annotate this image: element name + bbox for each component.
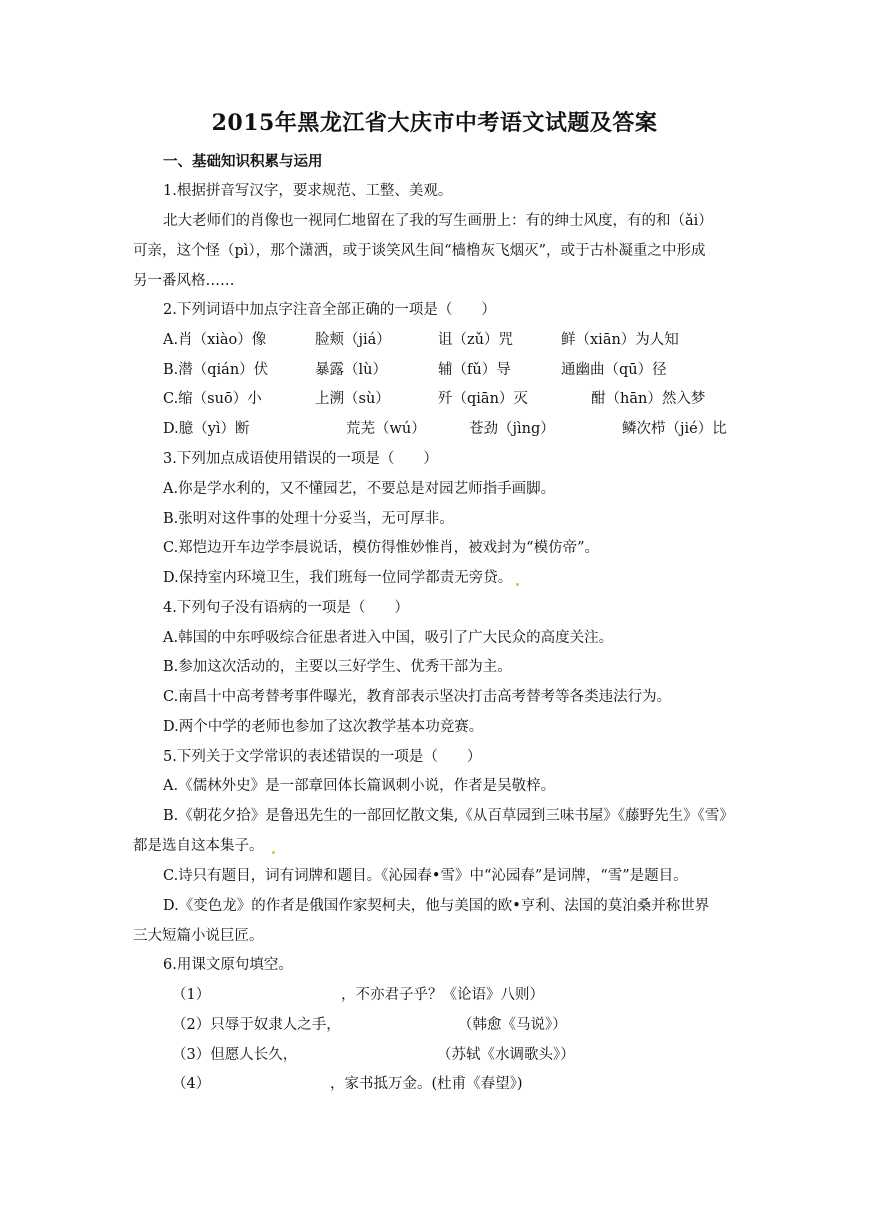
q2-option-a-4: 鲜（xiān）为人知	[561, 332, 679, 348]
q2-option-c-2: 上溯（sù）	[315, 391, 390, 407]
q2-option-c-1: C.缩（suō）小	[163, 391, 262, 407]
q6-item-2-text: （韩愈《马说》）	[458, 1017, 567, 1033]
q1-paragraph-line-2: 可亲，这个怪（pì），那个潇洒，或于谈笑风生间“樯橹灰飞烟灭”，或于古朴凝重之中形成	[133, 243, 706, 259]
q5-option-a: A.《儒林外史》是一部章回体长篇讽刺小说，作者是吴敬梓。	[163, 778, 556, 794]
q2-option-b-1: B.潜（qián）伏	[163, 362, 269, 378]
q3-option-c: C.郑恺边开车边学李晨说话，模仿得惟妙惟肖，被戏封为“模仿帝”。	[163, 540, 600, 556]
q2-option-a-1: A.肖（xiào）像	[163, 332, 267, 348]
q2-option-d-1: D.臆（yì）断	[163, 421, 250, 437]
q2-stem: 2.下列词语中加点字注音全部正确的一项是（ ）	[163, 302, 496, 318]
q2-option-b-2: 暴露（lù）	[315, 362, 387, 378]
q5-option-d-line-1: D.《变色龙》的作者是俄国作家契柯夫，他与美国的欧•亨利、法国的莫泊桑并称世界	[163, 898, 710, 914]
q2-option-b-4: 通幽曲（qū）径	[561, 362, 667, 378]
document-title: 2015年黑龙江省大庆市中考语文试题及答案	[211, 110, 658, 136]
q6-item-2-number: （2）只辱于奴隶人之手，	[172, 1017, 341, 1033]
q5-option-c: C.诗只有题目，词有词牌和题目。《沁园春•雪》中“沁园春”是词牌，“雪”是题目。	[163, 868, 688, 884]
q6-item-3-text: （苏轼《水调歌头》）	[437, 1047, 575, 1063]
q2-option-a-3: 诅（zǔ）咒	[438, 332, 513, 348]
q6-item-1-text: ，不亦君子乎？《论语》八则）	[341, 987, 544, 1003]
q2-option-c-4: 酣（hān）然入梦	[591, 391, 706, 407]
q6-item-1-number: （1）	[172, 987, 211, 1003]
q2-option-a-2: 脸颊（jiá）	[315, 332, 391, 348]
q1-stem: 1.根据拼音写汉字，要求规范、工整、美观。	[163, 183, 453, 199]
q2-option-c-3: 歼（qiān）灭	[438, 391, 528, 407]
highlight-mark	[516, 583, 519, 586]
q1-paragraph-line-3: 另一番风格……	[133, 273, 235, 289]
q2-option-b-3: 辅（fǔ）导	[438, 362, 511, 378]
q4-stem: 4.下列句子没有语病的一项是（ ）	[163, 600, 409, 616]
q3-option-a: A.你是学水利的，又不懂园艺，不要总是对园艺师指手画脚。	[163, 481, 556, 497]
q4-option-a: A.韩国的中东呼吸综合征患者进入中国，吸引了广大民众的高度关注。	[163, 630, 614, 646]
q6-item-4-number: （4）	[172, 1076, 211, 1092]
highlight-mark	[272, 851, 275, 854]
q6-stem: 6.用课文原句填空。	[163, 957, 293, 973]
q6-item-3-number: （3）但愿人长久，	[172, 1047, 298, 1063]
section-heading: 一、基础知识积累与运用	[163, 153, 323, 170]
q2-option-d-4: 鳞次栉（jié）比	[622, 421, 727, 437]
q5-option-d-line-2: 三大短篇小说巨匠。	[133, 928, 264, 944]
q4-option-b: B.参加这次活动的，主要以三好学生、优秀干部为主。	[163, 659, 512, 675]
q1-paragraph-line-1: 北大老师们的肖像也一视同仁地留在了我的写生画册上：有的绅士风度，有的和（ǎi）	[163, 213, 713, 229]
q6-item-4-text: ，家书抵万金。(杜甫《春望》)	[330, 1076, 523, 1092]
q2-option-d-2: 荒芜（wú）	[346, 421, 426, 437]
q3-stem: 3.下列加点成语使用错误的一项是（ ）	[163, 451, 438, 467]
q5-stem: 5.下列关于文学常识的表述错误的一项是（ ）	[163, 749, 482, 765]
q3-option-b: B.张明对这件事的处理十分妥当，无可厚非。	[163, 511, 454, 527]
q5-option-b-line-2: 都是选自这本集子。	[133, 838, 264, 854]
q3-option-d: D.保持室内环境卫生，我们班每一位同学都责无旁贷。	[163, 570, 513, 586]
q5-option-b-line-1: B.《朝花夕拾》是鲁迅先生的一部回忆散文集,《从百草园到三味书屋》《藤野先生》《雪》	[163, 808, 734, 824]
q4-option-c: C.南昌十中高考替考事件曝光，教育部表示坚决打击高考替考等各类违法行为。	[163, 689, 672, 705]
q4-option-d: D.两个中学的老师也参加了这次教学基本功竞赛。	[163, 719, 484, 735]
q2-option-d-3: 苍劲（jìng）	[469, 421, 555, 437]
